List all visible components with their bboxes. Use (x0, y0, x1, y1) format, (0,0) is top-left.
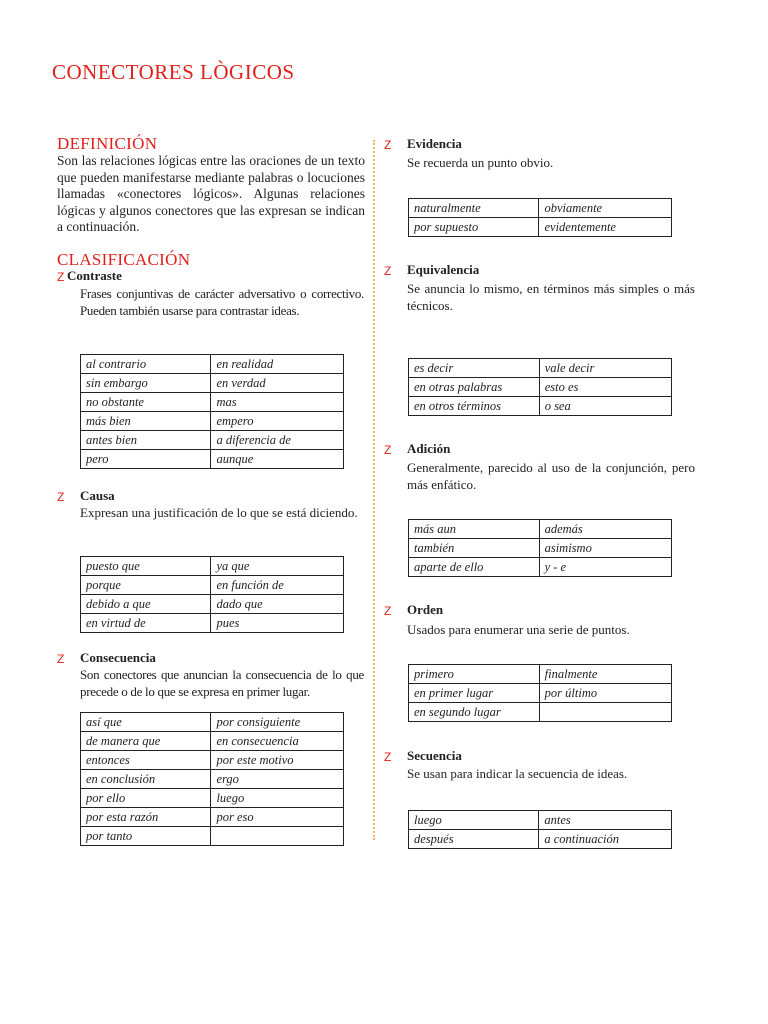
table-cell: es decir (409, 359, 540, 378)
table-cell (539, 703, 671, 722)
table-cell: y - e (539, 558, 671, 577)
bullet-icon: Z (57, 270, 65, 284)
table-row (409, 830, 672, 849)
table-row (409, 378, 672, 397)
table-cell: entonces (81, 751, 211, 770)
evidencia-desc: Se recuerda un punto obvio. (407, 155, 554, 170)
table-cell: a diferencia de (211, 431, 344, 450)
secuencia-desc: Se usan para indicar la secuencia de ideas. (407, 766, 628, 781)
table-cell: vale decir (539, 359, 671, 378)
table-row (81, 595, 344, 614)
table-cell: luego (409, 811, 539, 830)
table-cell: en otros términos (409, 397, 540, 416)
table-cell: más bien (81, 412, 211, 431)
table-cell: en primer lugar (409, 684, 540, 703)
table-cell: en verdad (211, 374, 344, 393)
table-row (409, 397, 672, 416)
contraste-table (80, 354, 344, 469)
table-row (409, 665, 672, 684)
table-row (409, 359, 672, 378)
bullet-icon: Z (384, 750, 392, 764)
table-cell: por tanto (81, 827, 211, 846)
consecuencia-desc: Son conectores que anuncian la consecuencia de lo que precede o de lo que se expresa en primer lugar. (80, 667, 364, 699)
table-cell: por supuesto (409, 218, 539, 237)
adicion-table (408, 519, 672, 577)
causa-desc: Expresan una justificación de lo que se está diciendo. (80, 505, 358, 520)
table-cell: pues (211, 614, 344, 633)
table-row (81, 450, 344, 469)
table-cell: finalmente (539, 665, 671, 684)
page-title: CONECTORES LÒGICOS (52, 60, 295, 84)
table-cell: por eso (211, 808, 344, 827)
evidencia-table (408, 198, 672, 237)
table-cell: puesto que (81, 557, 211, 576)
table-cell: de manera que (81, 732, 211, 751)
bullet-icon: Z (384, 138, 392, 152)
consecuencia-title: Consecuencia (80, 650, 156, 665)
definicion-text: Son las relaciones lógicas entre las oraciones de un texto que pueden manifestarse mediante palabras o locuciones llamadas «conectores lógicos». Algunas relaciones lógicas y algunos conectores que las expresan se indican a continuación. (57, 153, 365, 234)
table-cell: en conclusión (81, 770, 211, 789)
table-cell: antes bien (81, 431, 211, 450)
table-row (409, 684, 672, 703)
table-row (81, 355, 344, 374)
causa-title: Causa (80, 488, 115, 503)
table-row (81, 732, 344, 751)
table-row (409, 558, 672, 577)
table-cell: en consecuencia (211, 732, 344, 751)
table-row (409, 218, 672, 237)
bullet-icon: Z (57, 490, 65, 504)
table-cell: luego (211, 789, 344, 808)
table-cell: en segundo lugar (409, 703, 540, 722)
orden-table (408, 664, 672, 722)
table-cell: antes (539, 811, 672, 830)
table-cell (211, 827, 344, 846)
table-cell: por consiguiente (211, 713, 344, 732)
table-cell: por último (539, 684, 671, 703)
contraste-desc: Frases conjuntivas de carácter adversativo o correctivo. Pueden también usarse para contrastar ideas. (80, 286, 364, 318)
secuencia-table (408, 810, 672, 849)
table-cell: ergo (211, 770, 344, 789)
table-cell: en otras palabras (409, 378, 540, 397)
table-cell: en virtud de (81, 614, 211, 633)
causa-table (80, 556, 344, 633)
table-cell: dado que (211, 595, 344, 614)
table-row (81, 431, 344, 450)
adicion-desc: Generalmente, parecido al uso de la conjunción, pero más enfático. (407, 460, 695, 492)
table-row (81, 827, 344, 846)
table-cell: así que (81, 713, 211, 732)
table-row (81, 374, 344, 393)
table-cell: debido a que (81, 595, 211, 614)
table-row (409, 520, 672, 539)
table-cell: esto es (539, 378, 671, 397)
bullet-icon: Z (384, 264, 392, 278)
table-cell: más aun (409, 520, 540, 539)
table-cell: en función de (211, 576, 344, 595)
table-row (81, 751, 344, 770)
table-cell: mas (211, 393, 344, 412)
bullet-icon: Z (384, 443, 392, 457)
table-row (409, 199, 672, 218)
table-cell: asimismo (539, 539, 671, 558)
orden-desc: Usados para enumerar una serie de puntos. (407, 622, 630, 637)
table-cell: por este motivo (211, 751, 344, 770)
table-cell: evidentemente (539, 218, 672, 237)
bullet-icon: Z (384, 604, 392, 618)
table-row (81, 576, 344, 595)
equivalencia-desc: Se anuncia lo mismo, en términos más simples o más técnicos. (407, 281, 695, 313)
contraste-title: Contraste (67, 268, 122, 283)
definicion-heading: DEFINICIÓN (57, 134, 158, 153)
table-row (81, 789, 344, 808)
column-separator (373, 140, 375, 840)
evidencia-title: Evidencia (407, 136, 462, 151)
table-cell: primero (409, 665, 540, 684)
table-cell: al contrario (81, 355, 211, 374)
equivalencia-title: Equivalencia (407, 262, 480, 277)
table-row (409, 811, 672, 830)
table-row (409, 539, 672, 558)
table-cell: después (409, 830, 539, 849)
table-row (81, 808, 344, 827)
table-row (81, 770, 344, 789)
table-cell: obviamente (539, 199, 672, 218)
orden-title: Orden (407, 602, 444, 617)
table-cell: pero (81, 450, 211, 469)
table-row (409, 703, 672, 722)
secuencia-title: Secuencia (407, 748, 462, 763)
table-cell: o sea (539, 397, 671, 416)
table-cell: aunque (211, 450, 344, 469)
table-row (81, 393, 344, 412)
table-cell: naturalmente (409, 199, 539, 218)
table-cell: por esta razón (81, 808, 211, 827)
table-row (81, 412, 344, 431)
table-cell: aparte de ello (409, 558, 540, 577)
table-row (81, 614, 344, 633)
table-cell: en realidad (211, 355, 344, 374)
table-row (81, 557, 344, 576)
table-cell: sin embargo (81, 374, 211, 393)
table-cell: también (409, 539, 540, 558)
table-cell: empero (211, 412, 344, 431)
table-row (81, 713, 344, 732)
bullet-icon: Z (57, 652, 65, 666)
table-cell: a continuación (539, 830, 672, 849)
table-cell: no obstante (81, 393, 211, 412)
table-cell: porque (81, 576, 211, 595)
table-cell: por ello (81, 789, 211, 808)
table-cell: ya que (211, 557, 344, 576)
adicion-title: Adición (407, 441, 451, 456)
consecuencia-table (80, 712, 344, 846)
equivalencia-table (408, 358, 672, 416)
table-cell: además (539, 520, 671, 539)
clasificacion-heading: CLASIFICACIÓN (57, 250, 191, 269)
